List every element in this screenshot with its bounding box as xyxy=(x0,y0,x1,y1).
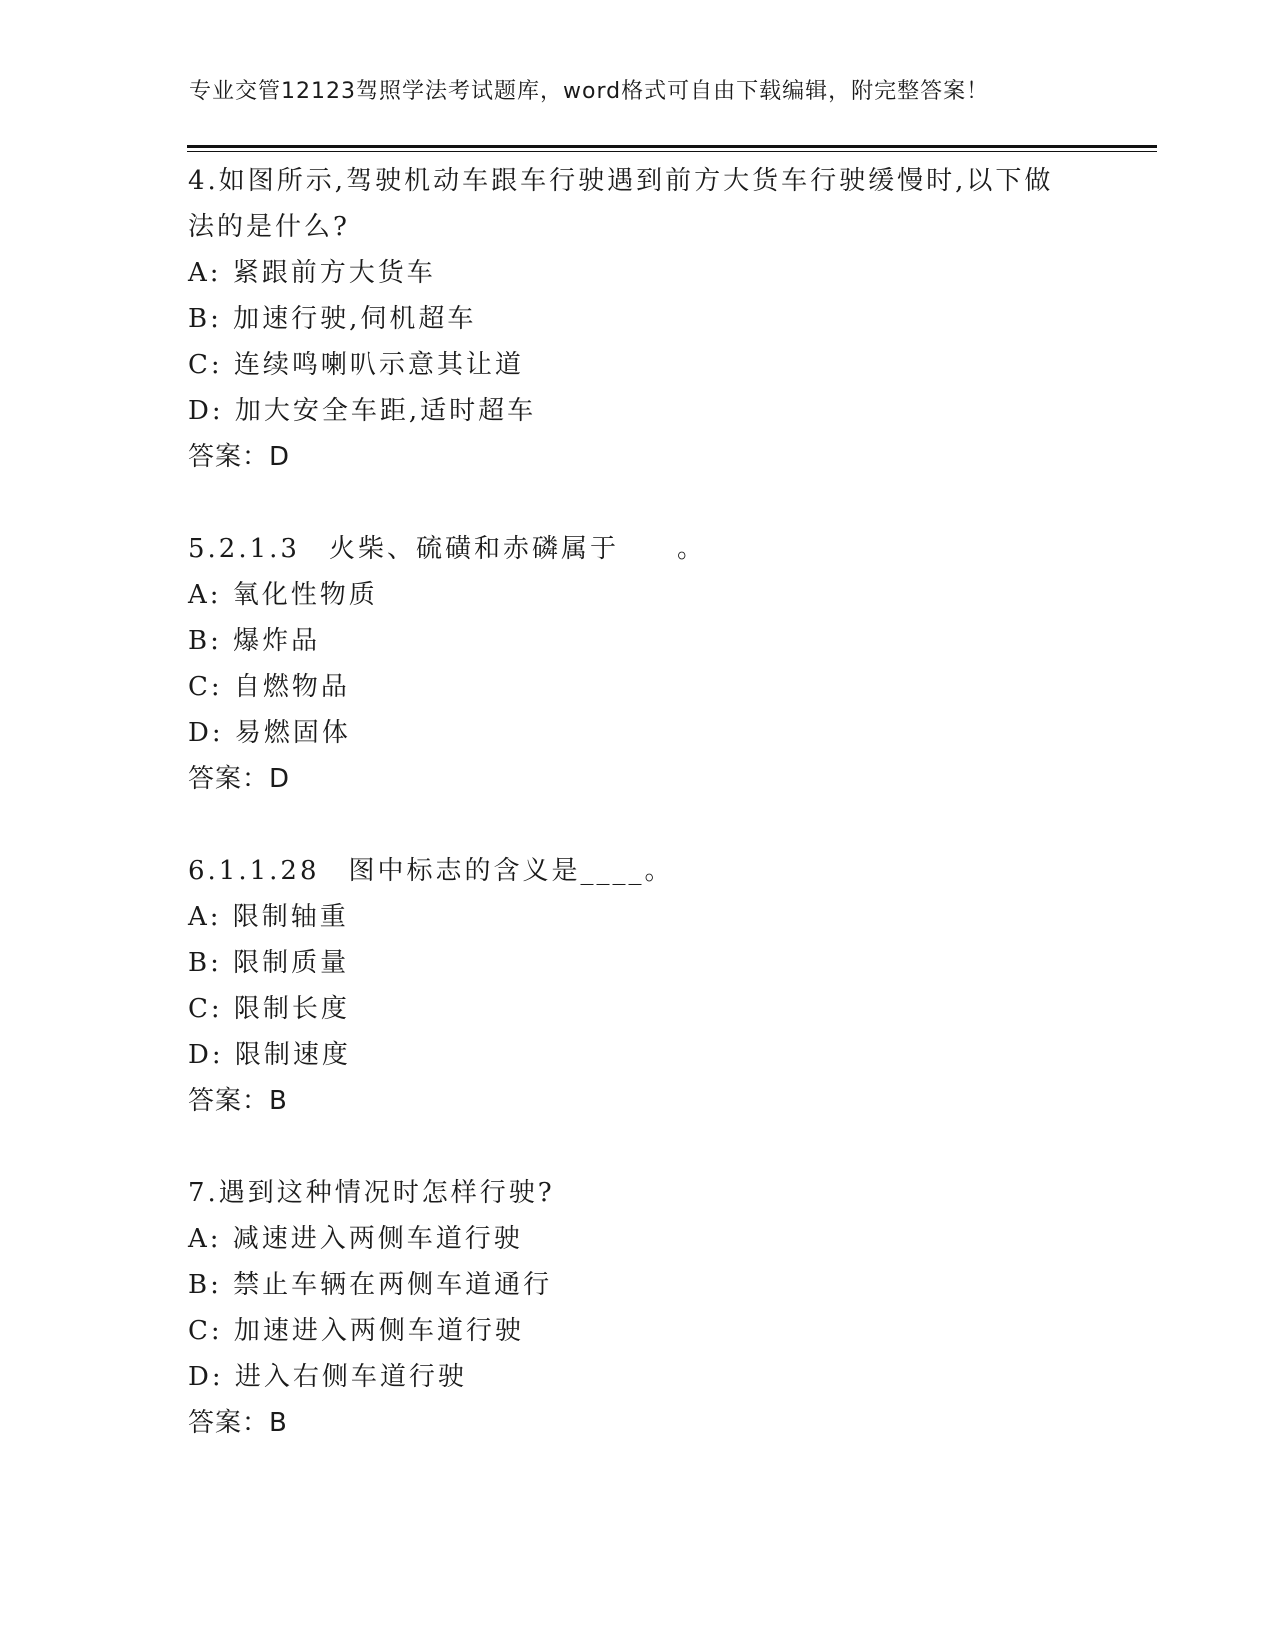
option-b: B: 爆炸品 xyxy=(188,626,321,656)
question-7 xyxy=(188,1170,1088,1446)
spacer xyxy=(188,480,1088,526)
question-6 xyxy=(188,848,1088,1124)
question-5 xyxy=(188,526,1088,802)
question-stem: 4.如图所示,驾驶机动车跟车行驶遇到前方大货车行驶缓慢时,以下做 xyxy=(188,166,1054,196)
option-a: A: 氧化性物质 xyxy=(188,580,378,610)
option-d: D: 易燃固体 xyxy=(188,718,351,748)
option-c: C: 加速进入两侧车道行驶 xyxy=(188,1316,524,1346)
spacer xyxy=(188,802,1088,848)
question-4 xyxy=(188,158,1088,480)
answer: 答案：D xyxy=(188,442,291,472)
option-d: D: 加大安全车距,适时超车 xyxy=(188,396,537,426)
option-b: B: 加速行驶,伺机超车 xyxy=(188,304,477,334)
question-stem: 5.2.1.3 火柴、硫磺和赤磷属于 。 xyxy=(188,534,706,564)
option-c: C: 限制长度 xyxy=(188,994,350,1024)
question-stem: 6.1.1.28 图中标志的含义是____。 xyxy=(188,856,674,886)
option-b: B: 禁止车辆在两侧车道通行 xyxy=(188,1270,553,1300)
option-a: A: 减速进入两侧车道行驶 xyxy=(188,1224,523,1254)
answer: 答案：B xyxy=(188,1408,288,1438)
question-stem-continued: 法的是什么? xyxy=(188,212,350,242)
option-d: D: 限制速度 xyxy=(188,1040,351,1070)
answer: 答案：D xyxy=(188,764,291,794)
option-a: A: 紧跟前方大货车 xyxy=(188,258,436,288)
page-header: 专业交管12123驾照学法考试题库，word格式可自由下载编辑，附完整答案！ xyxy=(189,79,990,104)
header-rule-thick xyxy=(187,145,1157,148)
option-c: C: 连续鸣喇叭示意其让道 xyxy=(188,350,524,380)
spacer xyxy=(188,1124,1088,1170)
option-d: D: 进入右侧车道行驶 xyxy=(188,1362,467,1392)
answer: 答案：B xyxy=(188,1086,288,1116)
question-stem: 7.遇到这种情况时怎样行驶? xyxy=(188,1178,555,1208)
question-list xyxy=(188,158,1088,1446)
option-b: B: 限制质量 xyxy=(188,948,350,978)
option-a: A: 限制轴重 xyxy=(188,902,349,932)
option-c: C: 自燃物品 xyxy=(188,672,350,702)
header-rule-thin xyxy=(187,151,1157,152)
